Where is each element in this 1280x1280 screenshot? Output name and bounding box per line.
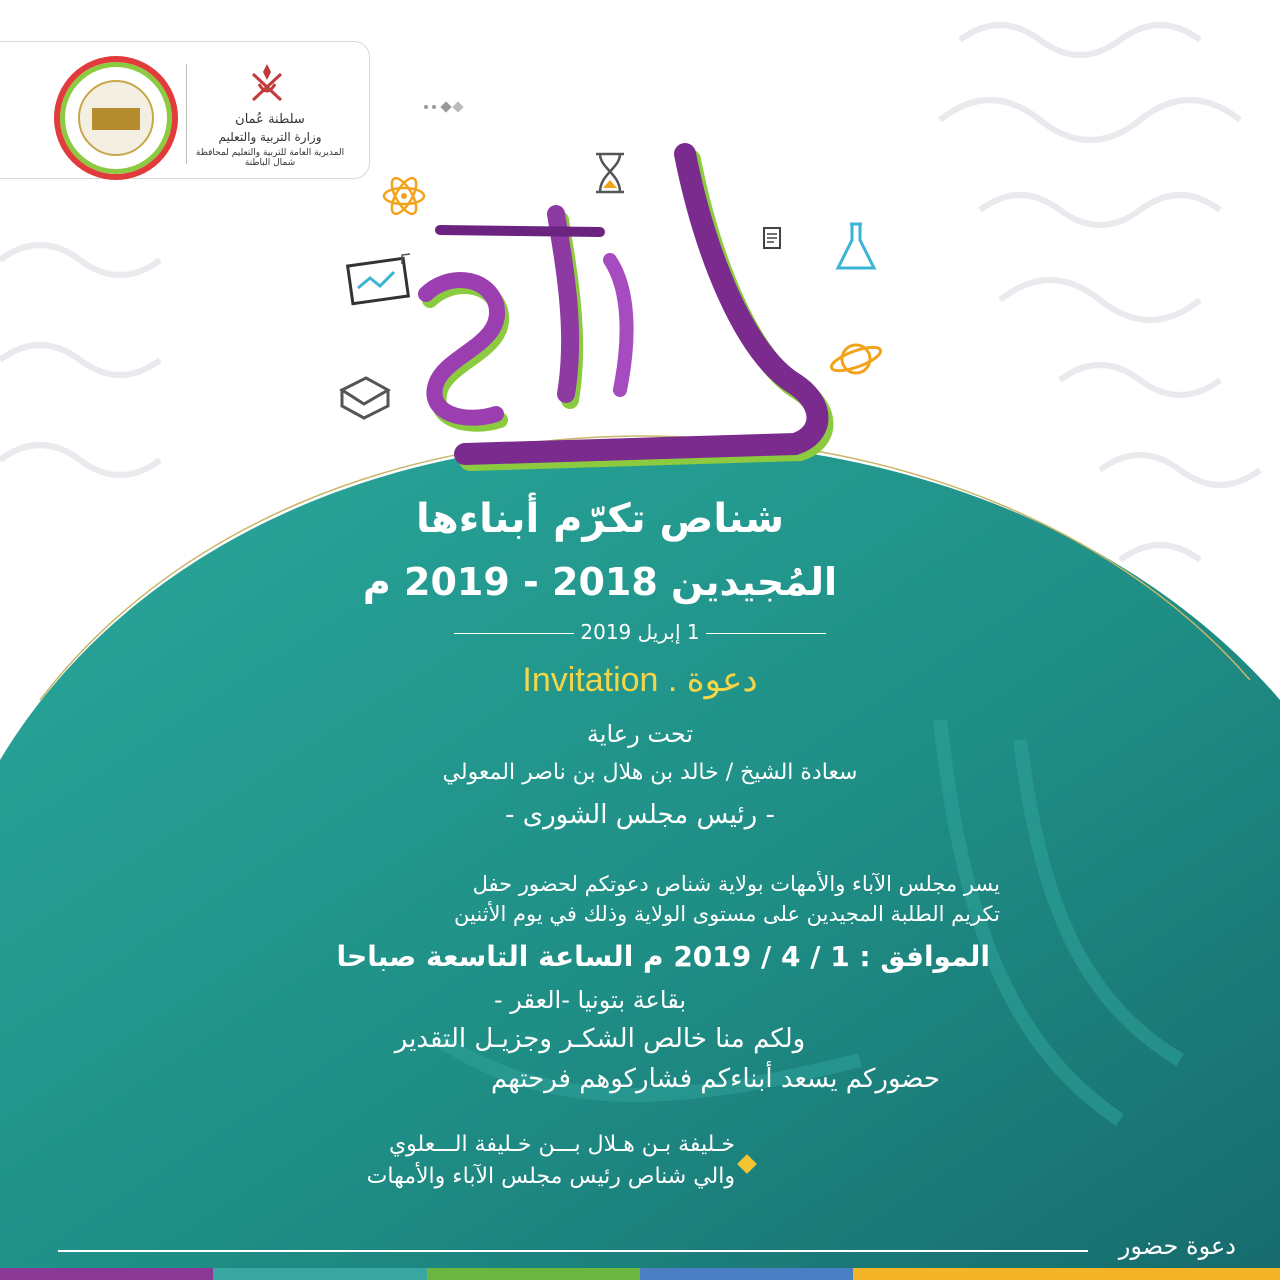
logo-divider bbox=[186, 64, 187, 164]
event-datetime: الموافق : 1 / 4 / 2019 م الساعة التاسعة صباحا bbox=[336, 940, 990, 973]
color-bar-yellow bbox=[853, 1268, 1066, 1280]
book-icon bbox=[336, 370, 392, 422]
footer-line bbox=[58, 1250, 1088, 1252]
paragraph-line-1: يسر مجلس الآباء والأمهات بولاية شناص دعوتكم لحضور حفل bbox=[472, 872, 1000, 896]
ministry-line-1: سلطنة عُمان bbox=[235, 112, 305, 127]
date-rule-right bbox=[706, 633, 826, 635]
school-logo bbox=[54, 56, 178, 180]
ministry-line-2: وزارة التربية والتعليم bbox=[218, 130, 322, 144]
event-hall: بقاعة بتونيا -العقر - bbox=[493, 986, 687, 1014]
join-line: حضوركم يسعد أبناءكم فشاركوهم فرحتهم bbox=[490, 1064, 940, 1094]
sheikh-role: - رئيس مجلس الشورى - bbox=[505, 800, 775, 830]
main-title: شناص تكرّم أبناءها bbox=[415, 496, 785, 542]
color-bar-purple bbox=[0, 1268, 213, 1280]
building-icon bbox=[92, 108, 140, 130]
oman-emblem-icon bbox=[245, 60, 289, 108]
under-patronage: تحت رعاية bbox=[586, 720, 694, 748]
signature-name: خـليفة بـن هـلال بـــن خـليفة الـــعلوي bbox=[388, 1132, 735, 1157]
color-bar bbox=[0, 1268, 1280, 1280]
sheikh-name: سعادة الشيخ / خالد بن هلال بن ناصر المعولي bbox=[442, 760, 858, 785]
ministry-line-3: المديرية العامة للتربية والتعليم لمحافظة شمال الباطنة bbox=[195, 148, 345, 168]
color-bar-yellow-2 bbox=[1067, 1268, 1280, 1280]
music-note-icon bbox=[398, 252, 414, 268]
signature-title: والي شناص رئيس مجلس الآباء والأمهات bbox=[366, 1164, 735, 1189]
planet-icon bbox=[826, 334, 886, 384]
school-logo-emblem bbox=[78, 80, 154, 156]
main-subtitle: المُجيدين 2018 - 2019 م bbox=[362, 560, 838, 604]
thanks-line: ولكم منا خالص الشكـر وجزيـل التقدير bbox=[394, 1024, 806, 1054]
document-icon bbox=[762, 226, 784, 252]
event-date bbox=[440, 620, 840, 644]
paragraph-line-2: تكريم الطلبة المجيدين على مستوى الولاية وذلك في يوم الأثنين bbox=[454, 902, 1000, 926]
atom-icon bbox=[382, 174, 426, 218]
dots-decoration bbox=[422, 101, 468, 113]
event-date-text: 1 إبريل 2019 bbox=[580, 620, 700, 644]
flask-icon bbox=[832, 220, 880, 276]
invitation-heading: دعوة . Invitation bbox=[522, 661, 758, 699]
calligraphy-text: التفوّق bbox=[600, 339, 606, 341]
date-rule-left bbox=[454, 633, 574, 635]
color-bar-green bbox=[427, 1268, 640, 1280]
ministry-logo bbox=[195, 60, 345, 170]
footer-label: دعوة حضور bbox=[1118, 1232, 1236, 1260]
color-bar-teal bbox=[213, 1268, 426, 1280]
hourglass-icon bbox=[590, 150, 630, 196]
color-bar-blue bbox=[640, 1268, 853, 1280]
